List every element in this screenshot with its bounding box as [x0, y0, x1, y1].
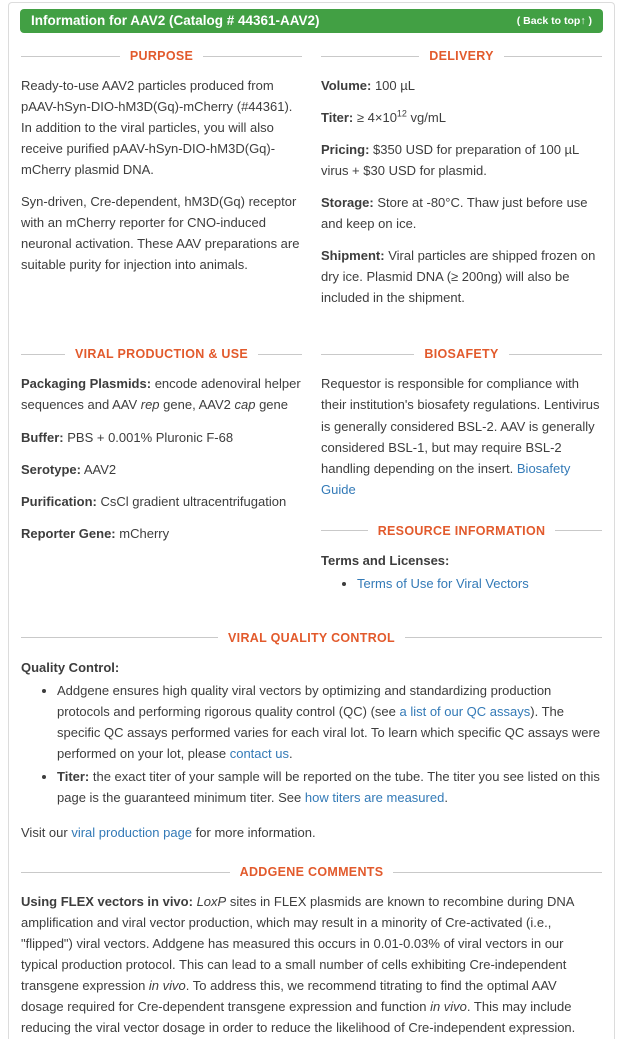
- list-item: [57, 680, 602, 764]
- titer-value: ≥ 4×10: [356, 110, 397, 126]
- addgene-comments-heading-label: ADDGENE COMMENTS: [239, 865, 384, 880]
- viral-quality-control-heading: [21, 631, 602, 645]
- reporter-gene-value: mCherry: [119, 525, 170, 541]
- heading-rule: [509, 354, 602, 355]
- comments-text1: sites in FLEX plasmids are known to recombine during DNA amplification and viral vector production, which may result in a minority of Cre-activated (i.e., "flipped") viral vectors. Addgene has measured this occurs in 0.01-0.03% of viral vectors in our typical production protocol. This can lead to a small number of cells exhibiting Cre-independent transgene expression: [21, 894, 574, 994]
- addgene-comments-heading: [21, 865, 602, 879]
- storage-label: Storage:: [321, 195, 374, 211]
- back-to-top-close: ): [585, 14, 592, 27]
- section-biosafety: [321, 347, 602, 604]
- storage-value: Store at -80°C. Thaw just before use and keep on ice.: [321, 195, 588, 232]
- heading-rule: [405, 637, 602, 638]
- addgene-comments-text: [21, 891, 602, 1038]
- serotype: [21, 459, 302, 480]
- biosafety-guide-link[interactable]: Biosafety Guide: [321, 460, 571, 497]
- purpose-heading: [21, 49, 302, 63]
- qc-bullet1-text3: .: [288, 745, 293, 761]
- qc-bullet2-text1: the exact titer of your sample will be reported on the tube. The titer you see listed on this page is the guaranteed minimum titer. See: [57, 769, 600, 806]
- comments-text2: . To address this, we recommend titrating to find the optimal AAV dosage required for Cre-dependent transgene expression and function: [21, 978, 557, 1015]
- section-delivery: [321, 49, 602, 319]
- purpose-paragraph-2: Syn-driven, Cre-dependent, hM3D(Gq) receptor with an mCherry reporter for CNO-induced neuronal activation. These AAV preparations are suitable purity for injection into animals.: [21, 194, 300, 273]
- titer-unit: vg/mL: [406, 110, 446, 126]
- heading-rule: [21, 637, 218, 638]
- how-titers-measured-link[interactable]: how titers are measured: [304, 790, 445, 806]
- arrow-up-icon: ↑: [580, 14, 586, 27]
- list-item: [357, 573, 602, 594]
- packaging-plasmids: [21, 373, 302, 415]
- visit-text-post: for more information.: [192, 825, 316, 841]
- titer-bullet-label: Titer:: [57, 769, 90, 785]
- purification-value: CsCl gradient ultracentrifugation: [100, 493, 287, 509]
- titer-label: Titer:: [321, 110, 354, 126]
- two-column-layout: [21, 49, 602, 605]
- serotype-value: AAV2: [83, 461, 117, 477]
- heading-rule: [258, 354, 302, 355]
- purpose-paragraph-1: Ready-to-use AAV2 particles produced from pAAV-hSyn-DIO-hM3D(Gq)-mCherry (#44361). In addition to the viral particles, you will also receive purified pAAV-hSyn-DIO-hM3D(Gq)-mCherry plasmid DNA.: [21, 78, 293, 178]
- terms-list: [321, 573, 602, 594]
- delivery-heading-label: DELIVERY: [429, 49, 494, 63]
- biosafety-body: Requestor is responsible for compliance with their institution's biosafety regulations. Lentivirus is generally considered BSL-2. AAV is generally considered BSL-1, but may require BSL-2 handling depending on the insert.: [321, 376, 600, 476]
- delivery-titer: [321, 107, 602, 128]
- heading-rule: [21, 872, 230, 873]
- delivery-shipment: [321, 245, 602, 308]
- back-to-top-label: ( Back to top: [516, 14, 581, 27]
- flex-vectors-label: Using FLEX vectors in vivo: [21, 894, 189, 910]
- heading-rule: [504, 56, 602, 57]
- volume-value: 100 µL: [374, 78, 415, 93]
- list-item: [57, 766, 602, 808]
- biosafety-heading: [321, 347, 602, 361]
- section-viral-quality-control: [21, 631, 602, 843]
- packaging-plasmids-mid: gene, AAV2: [159, 397, 235, 413]
- heading-rule: [203, 56, 302, 57]
- heading-rule: [321, 530, 368, 531]
- quality-control-list: [21, 680, 602, 808]
- reporter-gene-label: Reporter Gene:: [21, 525, 116, 541]
- back-to-top-link[interactable]: [517, 15, 592, 27]
- viral-production-heading-label: VIRAL PRODUCTION & USE: [74, 347, 249, 362]
- section-viral-production: [21, 347, 302, 604]
- section-purpose: [21, 49, 302, 319]
- purification-label: Purification:: [21, 493, 97, 509]
- contact-us-link[interactable]: contact us: [229, 745, 289, 761]
- pricing-label: Pricing:: [321, 142, 370, 158]
- delivery-heading: [321, 49, 602, 63]
- heading-rule: [321, 56, 419, 57]
- rep-gene-italic: rep: [140, 397, 160, 413]
- packaging-plasmids-post: gene: [255, 397, 288, 413]
- biosafety-heading-label: BIOSAFETY: [424, 347, 499, 362]
- delivery-storage: [321, 192, 602, 234]
- quality-control-label-row: [21, 657, 602, 678]
- viral-quality-control-heading-label: VIRAL QUALITY CONTROL: [228, 630, 395, 645]
- shipment-label: Shipment:: [321, 248, 385, 264]
- purification: [21, 491, 302, 512]
- cap-gene-italic: cap: [234, 397, 256, 413]
- loxp-italic: LoxP: [196, 894, 227, 910]
- titer-exponent: 12: [396, 108, 407, 119]
- buffer-value: PBS + 0.001% Pluronic F-68: [67, 429, 234, 445]
- terms-of-use-link[interactable]: Terms of Use for Viral Vectors: [357, 575, 529, 591]
- qc-bullet1-text1: Addgene ensures high quality viral vectors by optimizing and standardizing production protocols and performing rigorous quality control (QC) (see: [57, 682, 552, 719]
- packaging-plasmids-value: encode adenoviral helper sequences and AAV: [21, 376, 301, 413]
- shipment-value: Viral particles are shipped frozen on dry ice. Plasmid DNA (≥ 200ng) will also be included in the shipment.: [321, 248, 596, 306]
- section-addgene-comments: [21, 865, 602, 1038]
- purpose-heading-label: PURPOSE: [129, 49, 194, 63]
- resource-information-heading: [321, 524, 602, 538]
- visit-text-pre: Visit our: [21, 825, 72, 841]
- reporter-gene: [21, 523, 302, 544]
- info-panel: [8, 2, 615, 1039]
- delivery-volume: [321, 75, 602, 96]
- in-vivo-italic-1: in vivo: [148, 978, 186, 994]
- quality-control-label: Quality Control:: [21, 659, 120, 675]
- packaging-plasmids-label: Packaging Plasmids:: [21, 376, 152, 392]
- qc-bullet1-text2: ). The specific QC assays performed varies for each viral lot. To learn which specific QC assays were performed on your lot, please: [57, 703, 601, 761]
- heading-rule: [21, 354, 65, 355]
- heading-rule: [393, 872, 602, 873]
- info-panel-header: [20, 9, 603, 33]
- flex-vectors-colon: :: [188, 894, 197, 910]
- volume-label: Volume:: [321, 78, 372, 93]
- comments-text3: . This may include reducing the viral vector dosage in order to reduce the likelihood of Cre-independent expression.: [21, 999, 576, 1036]
- heading-rule: [21, 56, 120, 57]
- in-vivo-italic-2: in vivo: [430, 999, 467, 1015]
- biosafety-text: [321, 373, 602, 499]
- heading-rule: [321, 354, 414, 355]
- visit-line: [21, 822, 602, 843]
- qc-bullet2-text2: .: [444, 790, 448, 806]
- pricing-value: $350 USD for preparation of 100 µL virus + $30 USD for plasmid.: [321, 142, 579, 179]
- buffer: [21, 427, 302, 448]
- page-title: Information for AAV2 (Catalog # 44361-AAV2): [31, 13, 320, 28]
- terms-and-licenses-label: Terms and Licenses:: [321, 552, 450, 568]
- terms-and-licenses: [321, 550, 602, 571]
- panel-content: [9, 33, 614, 1039]
- heading-rule: [555, 530, 602, 531]
- buffer-label: Buffer:: [21, 429, 64, 445]
- delivery-pricing: [321, 139, 602, 181]
- section-resource-information: [321, 524, 602, 594]
- qc-assays-link[interactable]: a list of our QC assays: [399, 703, 531, 719]
- viral-production-heading: [21, 347, 302, 361]
- resource-information-heading-label: RESOURCE INFORMATION: [377, 523, 546, 538]
- serotype-label: Serotype:: [21, 461, 81, 477]
- viral-production-page-link[interactable]: viral production page: [71, 825, 193, 841]
